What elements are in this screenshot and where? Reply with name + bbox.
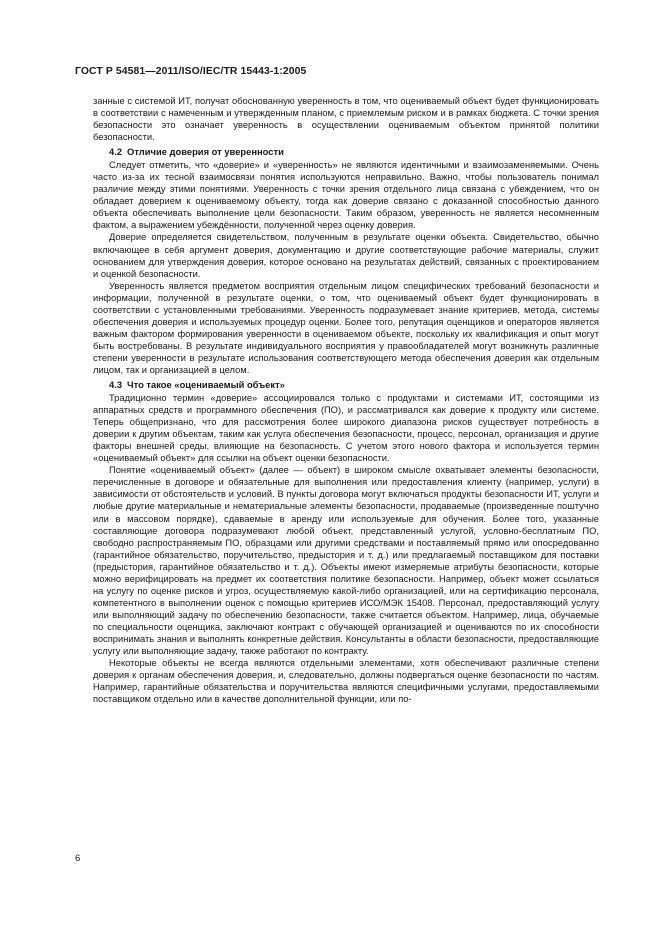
section-title: Что такое «оцениваемый объект»	[127, 379, 285, 391]
paragraph: Доверие определяется свидетельством, полученным в результате оценки объекта. Свидетельство, обычно включающее в себя аргумент доверия, документацию и другие соответствующие рабочие материалы, служит основанием для утверждения доверия, которое основано на результатах действий, связанных с проектированием и оценкой безопасности.	[93, 232, 599, 279]
paragraph: Некоторые объекты не всегда являются отдельными элементами, хотя обеспечивают различные степени доверия к органам обеспечения доверия, и, следовательно, должны подвергаться оценке безопасности по частям. Например, гарантийные обязательства и поручительства являются специфичными услугами, предоставляемыми поставщиком отдельно или в качестве дополнительной функции, или по-	[93, 658, 599, 705]
paragraph: Традиционно термин «доверие» ассоциировался только с продуктами и системами ИТ, состоящими из аппаратных средств и программного обеспечения (ПО), и рассматривался как доверие к продукту или системе. Теперь общепризнано, что для рассмотрения более широкого диапазона рисков существует потребность в доверии к другим объектам, таким как услуга обеспечения безопасности, процесс, персонал, организация и другие факторы внешней среды, влияющие на безопасность. С учетом этого нового фактора и используется термин «оцениваемый объект» для ссылки на объект оценки безопасности.	[93, 393, 599, 464]
section-title: Отличие доверия от уверенности	[127, 146, 284, 158]
section-heading-4-2	[93, 145, 599, 158]
paragraph-continuation: занные с системой ИТ, получат обоснованную уверенность в том, что оцениваемый объект будет функционировать в соответствии с намеченным и утвержденным планом, с приемлемым риском и в рамках бюджета. С точки зрения безопасности это означает уверенность в осуществлении оцениваемым объектом принятой политики безопасности.	[93, 96, 599, 143]
paragraph: Понятие «оцениваемый объект» (далее — объект) в широком смысле охватывает элементы безопасности, перечисленные в договоре и обязательные для выполнения или предоставления клиенту (например, услуги) в зависимости от обстоятельств и условий. В пункты договора могут включаться продукты безопасности ИТ, услуги и любые другие материальные и нематериальные элементы безопасности, продаваемые (произведенные поштучно или в массовом порядке), сдаваемые в аренду или используемые для обучения. Более того, указанные составляющие договора подразумевают любой объект, представленный услугой, условно-бесплатным ПО, свободно распространяемым ПО, образцами или другими средствами и поставляемый прямо или опосредованно (гарантийное обязательство, поручительство, предыстория и т. д.) или предлагаемый поставщиком для поставки (предыстория, гарантийное обязательство и т. д.). Объекты имеют измеряемые атрибуты безопасности, которые можно верифицировать на предмет их соответствия политике безопасности. Например, объект может ссылаться на услугу по оценке рисков и угроз, осуществляемую какой-либо организацией, или на сертификацию персонала, компетентного в выполнении оценок с помощью критериев ИСО/МЭК 15408. Персонал, предоставляющий услугу или выполняющий задачу по обеспечению безопасности, также считается объектом. Например, лица, обучаемые по специальности оценщика, заключают контракт с обучающей организацией и оцениваются по их способности воспринимать знания и выполнять конкретные действия. Консультанты в области безопасности, предоставляющие услугу или выполняющие задачу, также работают по контракту.	[93, 465, 599, 657]
document-header: ГОСТ Р 54581—2011/ISO/IEC/TR 15443-1:2005	[75, 66, 307, 77]
page-number: 6	[75, 853, 81, 864]
paragraph: Следует отметить, что «доверие» и «уверенность» не являются идентичными и взаимозаменяемыми. Очень часто из-за их тесной взаимосвязи понятия используются неправильно. Важно, чтобы пользователь понимал различие между этими понятиями. Уверенность с точки зрения отдельного лица связана с убеждением, что он обладает доверием к оцениваемому объекту, тогда как доверие связано с доказанной способностью данного объекта обеспечивать выполнение цели безопасности. Таким образом, уверенность не является несомненным фактом, а выражением убеждённости, полученной через оценку доверия.	[93, 160, 599, 231]
section-heading-4-3	[93, 378, 599, 391]
section-number: 4.2	[109, 146, 123, 158]
section-number: 4.3	[109, 379, 123, 391]
paragraph: Уверенность является предметом восприятия отдельным лицом специфических требований безопасности и информации, полученной в результате оценки, о том, что оцениваемый объект будет функционировать в соответствии с установленными требованиями. Уверенность подразумевает знание критериев, метода, системы обеспечения доверия и используемых процедур оценки. Более того, репутация оценщиков и операторов является важным фактором формирования уверенности в оцениваемом объекте, поскольку их квалификация и опыт могут быть востребованы. В результате индивидуального восприятия у правообладателей могут возникнуть различные степени уверенности в результате использования соответствующего метода обеспечения доверия как отдельным лицом, так и организацией в целом.	[93, 280, 599, 375]
document-body	[93, 95, 599, 705]
